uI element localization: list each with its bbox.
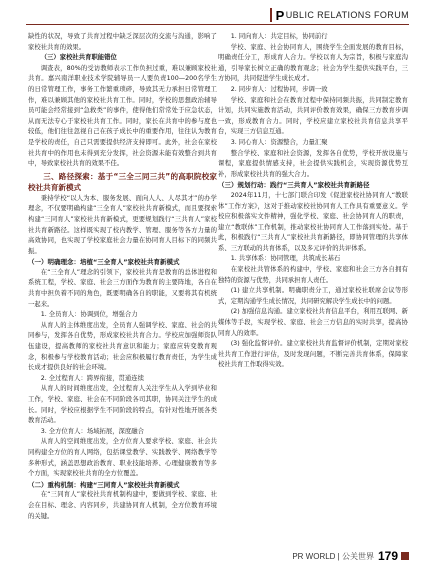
paragraph: 整合学校、家庭和社会资源，发挥各自优势，学校开放设施与课程，家庭提供情感支持，社会提供实践机会，实现资源优势互补，形成家校社共育的强大合力。 [218,149,408,178]
masthead-initial: P [275,7,285,23]
paragraph: 从育人的空间维度出发，全方位育人要求学校、家庭、社会共同构建全方位的育人网络，包括课堂教学、实践教学、网络教学等多种形式，涵盖思想政治教育、职业技能培养、心理健康教育等多个方面，实现家校社共育的全方位覆盖。 [28,438,217,478]
paragraph: 从育人的主体维度出发，全员育人强调学校、家庭、社会的共同参与，发挥各自优势，形成家校社共育合力。学校应加强师资队伍建设，提高教师的家校社共育意识和能力；家庭应转变教育观念，积极参与学校教育活动；社会应积极履行教育责任，为学生成长成才提供良好的社会环境。 [28,321,217,372]
paragraph: 在家校社共管体系的构建中，学校、家庭和社会三方各自拥有独特的资源与优势，共同承担育人责任。 [218,266,408,284]
left-column [28,32,217,522]
paragraph: 在“三同育人”家校社共育机制构建中，要做到学校、家庭、社会在目标、理念、内容同步，共建协同育人机制，全方位教育环境的关键。 [28,491,217,520]
subheading: 1. 共享体系：协同管理，共筑成长基石 [230,255,341,263]
magazine-masthead [270,7,409,23]
masthead-accent-bar [270,8,272,22]
footer-magazine-name: PR WORLD | 公关世界 [292,551,374,561]
subheading: 2. 同步育人：过程协同，步调一致 [230,85,328,93]
paragraph: 在“三全育人”理念的引领下，家校社共育是教育的总体进程和系统工程，学校、家庭、社会三方面作为教育的主要阵地，各自在共育中担负着不同的角色，既要明确各自的职能，又要将其有机统一起来。 [28,268,217,308]
header-rule [26,24,409,25]
section-heading: （二）重构机制：构建“三同育人”家校社共育新模式 [28,480,180,489]
subheading: 1. 全员育人：协调到位，增强合力 [40,311,138,319]
page-footer [292,549,409,563]
paragraph: 从育人的时间维度出发，全过程育人关注学生从入学到毕业和工作，学校、家庭、社会在不同阶段各司其职，协同关注学生的成长。同时，学校应根据学生不同阶段的特点，有针对性地开展各类教育活动。 [28,385,217,425]
section-heading: （三）规划行动：践行“三共育人”家校社共育新路径 [218,181,370,190]
paragraph: (2) 加强信息沟通。建立家校社共育信息平台，利用互联网、新媒体等手段，实现学校、家庭、社会三方信息的实时共享，提高协同育人的效率。 [218,308,408,337]
masthead-title: UBLIC RELATIONS FORUM [285,10,409,20]
paragraph: (3) 强化监督评价。建立家校社共育监督评价机制，定期对家校社共育工作进行评估，及时发现问题，不断完善共育体系，保障家校社共育工作取得实效。 [218,340,408,369]
paragraph: 调查表，80%的受访教师表示工作负担过重，难以兼顾家校社共育。嘉兴南洋职业技术学院辅导员一人要负责100—200名学生的日常管理工作，事务工作繁重琐碎，导致其无力承担日常管理工作，难以兼顾其他的家校社共育工作。同时，学校的思想政治辅导员可能会经常接到“急救类”的事件，使得他们常常处于应急状态，从而无法专心于家校社共育工作。同时，家长在共育中的参与度也较低，他们往往忽视自己在孩子成长中的重要作用，往往认为教育是学校的责任，自己只需要提供经济支持即可。此外，社会在家校社共育中的作用也未得到充分发挥，社会资源未能有效整合到共育中，导致家校社共育的效果不佳。 [28,64,217,168]
paragraph: 学校、家庭和社会在教育过程中保持同频共振，共同制定教育计划，共同实施教育活动，共同评价教育效果，确保三方教育步调一致，形成教育合力。同时，学校应建立家校社共育信息共享平台，实现三方信息互通。 [218,96,408,136]
section-heading: （一）明确理念：培植“三全育人”家校社共育新模式 [28,258,180,267]
footer-accent-block [401,552,409,560]
subheading: 3. 全方位育人：场域拓展，深度融合 [40,427,144,435]
page-number: 179 [377,549,398,563]
subheading: 2. 全过程育人：跨界衔接，贯通连续 [40,374,144,382]
paragraph: 缺性的状况，导致了共育过程中缺乏深层次的交流与沟通，影响了家校社共育的效果。 [28,33,217,51]
subheading: 3. 同心育人：资源整合，力量汇聚 [230,138,328,146]
part-heading: 三、路径探索：基于“三全三同三共”的高职院校家校社共育新模式 [28,171,217,192]
subheading: 1. 同向育人：共定目标，协同前行 [230,33,328,40]
paragraph: 2024年11月，十七部门联合印发《促进家校社协同育人“教联体”工作方案》，这对于推动家校社协同育人工作具有重要意义。学校应积极落实文件精神，强化学校、家庭、社会协同育人的职责，建立“教联体”工作机制，推动家校社协同育人工作落到实处。基于此，积极践行“三共育人”家校社共育新路径，即协同管理的共享体系、三方联动的共育体系，以及多元评价的共评体系。 [218,191,408,252]
page-header [0,0,427,34]
paragraph: (1) 建立共享机制。明确职责分工，通过家校社联席会议等形式，定期沟通学生成长情况，共同研究解决学生成长中的问题。 [218,287,408,305]
section-heading: （三）家校社共育职能错位 [40,54,117,62]
paragraph: 秉持学校“以人为本、服务发展、面向人人、人尽其才”的办学理念，不仅要明确构建“三全育人”家校社共育新模式，而且要探索构建“三同育人”家校社共育新模式，更要规划践行“三共育人”家校社共育新路径。这样既实现了校内教学、管理、服务等各方力量的高效协同，也实现了学校家庭社会力量在协同育人目标下的同频共振。 [28,194,217,255]
right-column [218,32,408,371]
paragraph: 学校、家庭、社会协同育人，围绕学生全面发展的教育目标，明确责任分工，形成育人合力。学校以育人为宗旨，积极与家庭沟通，引导家长树立正确的教育观念；社会为学生提供实践平台，三方协同，共同促进学生成长成才。 [218,43,408,83]
